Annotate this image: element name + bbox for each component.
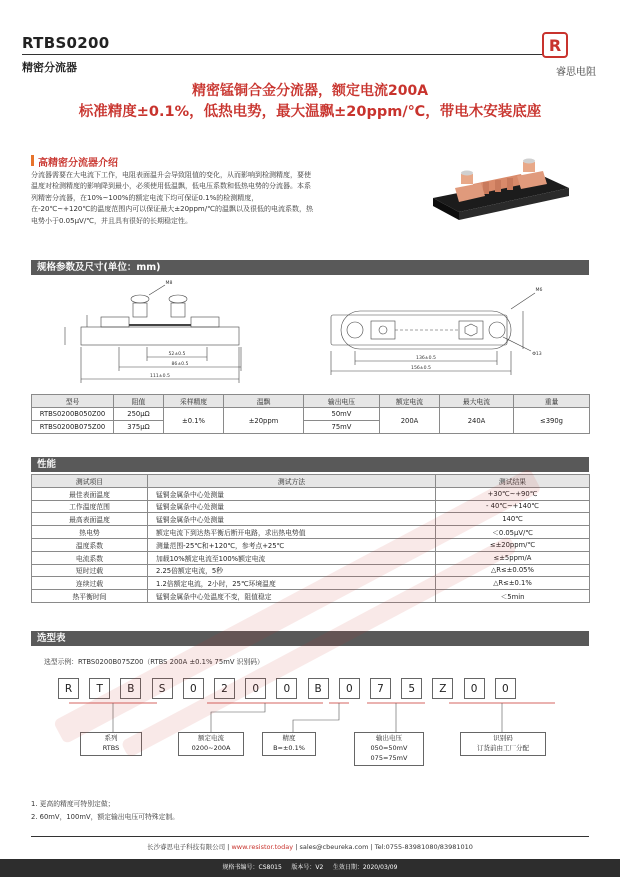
performance-table bbox=[31, 474, 590, 603]
table-row bbox=[32, 590, 590, 603]
code-char-box: 2 bbox=[214, 678, 235, 699]
table-cell: 温度系数 bbox=[32, 538, 148, 551]
section-bar-specs: 规格参数及尺寸(单位：mm) bbox=[31, 260, 589, 275]
table-cell: RTBS0200B075Z00 bbox=[32, 421, 114, 434]
table-row bbox=[32, 513, 590, 526]
section-bar-performance: 性能 bbox=[31, 457, 589, 472]
table-cell: ±0.1% bbox=[164, 408, 224, 434]
brand-logo-icon: R bbox=[542, 32, 568, 58]
col-header: 阻值 bbox=[114, 395, 164, 408]
table-cell: 75mV bbox=[304, 421, 380, 434]
table-row bbox=[32, 408, 590, 421]
table-cell: 锰铜金属条中心处温度不变，阻值稳定 bbox=[148, 590, 436, 603]
code-char-box: 0 bbox=[183, 678, 204, 699]
code-char-box: 7 bbox=[370, 678, 391, 699]
headline-line-2: 标准精度±0.1%，低热电势，最大温飘±20ppm/℃，带电木安装底座 bbox=[78, 104, 542, 120]
footer-divider bbox=[31, 836, 589, 837]
legend-id-code: 识别码 订货前由工厂分配 bbox=[460, 732, 546, 756]
table-cell: 测量范围-25℃和+120℃，参考点+25℃ bbox=[148, 538, 436, 551]
table-cell: 锰铜金属条中心处测量 bbox=[148, 513, 436, 526]
col-header: 测试结果 bbox=[436, 475, 590, 488]
table-cell: ≤±5ppm/A bbox=[436, 551, 590, 564]
col-header: 测试项目 bbox=[32, 475, 148, 488]
code-char-box: 0 bbox=[339, 678, 360, 699]
code-char-box: T bbox=[89, 678, 110, 699]
headline bbox=[0, 81, 620, 123]
table-cell: ＜5min bbox=[436, 590, 590, 603]
table-cell: 短时过载 bbox=[32, 564, 148, 577]
dim-label-156: 156±0.5 bbox=[411, 366, 431, 371]
intro-paragraph: 分流器需要在大电流下工作，电阻表面温升会导致阻值的变化，从而影响到检测精度，要使温度对检测精度的影响降到最小，必须使用低温飘，低电压系数和低热电势的分流器。本系列精密分流器，在10%~100%的额定电流下均可保证0.1%的检测精度，在-20℃~+120℃的温度范围内可以保证最大±20ppm/℃的温飘以及很低的电流系数，热电势小于0.05μV/℃，并且具有很好的长期稳定性。 bbox=[31, 171, 313, 225]
table-cell: 连续过载 bbox=[32, 577, 148, 590]
table-cell: △R≤±0.05% bbox=[436, 564, 590, 577]
table-cell: - 40℃~+140℃ bbox=[436, 500, 590, 513]
col-header: 最大电流 bbox=[440, 395, 514, 408]
table-cell: 最高表面温度 bbox=[32, 513, 148, 526]
table-cell: 50mV bbox=[304, 408, 380, 421]
headline-line-1: 精密锰铜合金分流器，额定电流200A bbox=[191, 83, 429, 99]
table-cell: 240A bbox=[440, 408, 514, 434]
table-cell: 250μΩ bbox=[114, 408, 164, 421]
table-cell: ≤±20ppm/℃ bbox=[436, 538, 590, 551]
table-cell: 热电势 bbox=[32, 526, 148, 539]
email-link[interactable]: sales@cbeureka.com bbox=[299, 843, 369, 851]
perf-table-header bbox=[32, 475, 590, 488]
company-name: 长沙睿思电子科技有限公司 bbox=[147, 843, 226, 851]
table-row bbox=[32, 564, 590, 577]
col-header: 温飘 bbox=[224, 395, 304, 408]
brand-name: 睿思电阻 bbox=[556, 67, 596, 78]
table-cell: 热平衡时间 bbox=[32, 590, 148, 603]
table-cell: ±20ppm bbox=[224, 408, 304, 434]
table-cell: 锰铜金属条中心处测量 bbox=[148, 487, 436, 500]
spec-table bbox=[31, 394, 590, 434]
table-row bbox=[32, 538, 590, 551]
col-header: 输出电压 bbox=[304, 395, 380, 408]
doc-number: 规格书编号：CS8015 bbox=[222, 864, 282, 871]
dim-label-52: 52±0.5 bbox=[168, 352, 186, 357]
dimension-drawing bbox=[31, 275, 589, 393]
code-char-box: B bbox=[308, 678, 329, 699]
code-char-box: B bbox=[120, 678, 141, 699]
legend-output-voltage: 输出电压 050=50mV 075=75mV bbox=[354, 732, 424, 766]
intro-title: 高精密分流器介绍 bbox=[31, 154, 118, 169]
footer-contact: 长沙睿思电子科技有限公司 | www.resistor.today | sales@cbeureka.com | Tel:0755-83981080/83981010 bbox=[147, 843, 473, 851]
table-cell: 1.2倍额定电流，2小时，25℃环境温度 bbox=[148, 577, 436, 590]
col-header: 重量 bbox=[514, 395, 590, 408]
table-cell: 375μΩ bbox=[114, 421, 164, 434]
note-1: 1. 更高的精度可特别定做； bbox=[31, 800, 115, 808]
code-char-box: Z bbox=[432, 678, 453, 699]
table-row bbox=[32, 577, 590, 590]
model-number: RTBS0200 bbox=[22, 34, 110, 52]
col-header: 采样精度 bbox=[164, 395, 224, 408]
table-cell: 工作温度范围 bbox=[32, 500, 148, 513]
effective-date: 生效日期：2020/03/09 bbox=[332, 864, 398, 871]
table-row bbox=[32, 526, 590, 539]
doc-version: 版本号：V2 bbox=[291, 864, 324, 871]
table-cell: △R≤±0.1% bbox=[436, 577, 590, 590]
legend-series: 系列 RTBS bbox=[80, 732, 142, 756]
table-cell: 电流系数 bbox=[32, 551, 148, 564]
table-cell: +30℃~+90℃ bbox=[436, 487, 590, 500]
dim-label-screw: M8 bbox=[165, 281, 173, 286]
table-cell: 锰铜金属条中心处测量 bbox=[148, 500, 436, 513]
dim-label-86: 86±0.5 bbox=[171, 362, 189, 367]
website-link[interactable]: www.resistor.today bbox=[231, 843, 294, 851]
table-row bbox=[32, 500, 590, 513]
page-header bbox=[22, 32, 598, 80]
col-header: 额定电流 bbox=[380, 395, 440, 408]
table-cell: 额定电流下到达热平衡后断开电路，求出热电势值 bbox=[148, 526, 436, 539]
document-info-bar bbox=[0, 859, 620, 877]
code-char-box: R bbox=[58, 678, 79, 699]
col-header: 测试方法 bbox=[148, 475, 436, 488]
dim-label-136: 136±0.5 bbox=[416, 356, 436, 361]
product-category: 精密分流器 bbox=[22, 61, 77, 74]
header-divider bbox=[22, 54, 544, 55]
section-bar-selection: 选型表 bbox=[31, 631, 589, 646]
dim-label-hole: Φ13 bbox=[532, 352, 542, 357]
legend-rated-current: 额定电流 0200~200A bbox=[178, 732, 244, 756]
legend-accuracy: 精度 B=±0.1% bbox=[262, 732, 316, 756]
code-char-box: 0 bbox=[495, 678, 516, 699]
table-row bbox=[32, 487, 590, 500]
telephone: Tel:0755-83981080/83981010 bbox=[374, 843, 473, 851]
note-2: 2. 60mV，100mV，额定输出电压可特殊定制。 bbox=[31, 812, 179, 821]
table-cell: RTBS0200B050Z00 bbox=[32, 408, 114, 421]
col-header: 型号 bbox=[32, 395, 114, 408]
table-cell: 2.25倍额定电流，5秒 bbox=[148, 564, 436, 577]
code-char-box: 0 bbox=[245, 678, 266, 699]
code-char-box: 0 bbox=[276, 678, 297, 699]
dim-label-111: 111±0.5 bbox=[150, 374, 170, 379]
table-cell: 200A bbox=[380, 408, 440, 434]
code-char-box: 5 bbox=[401, 678, 422, 699]
table-cell: ≤390g bbox=[514, 408, 590, 434]
table-cell: ＜0.05μV/℃ bbox=[436, 526, 590, 539]
spec-table-header bbox=[32, 395, 590, 408]
shunt-product-photo bbox=[425, 140, 575, 230]
table-cell: 加载10%额定电流至100%额定电流 bbox=[148, 551, 436, 564]
notes bbox=[31, 798, 179, 823]
table-row bbox=[32, 551, 590, 564]
dim-label-m6: M6 bbox=[535, 288, 543, 293]
selection-example: 选型示例：RTBS0200B075Z00（RTBS 200A ±0.1% 75mV 识别码） bbox=[44, 658, 264, 666]
code-char-box: 0 bbox=[464, 678, 485, 699]
table-cell: 140℃ bbox=[436, 513, 590, 526]
code-char-box: S bbox=[152, 678, 173, 699]
table-cell: 最佳表面温度 bbox=[32, 487, 148, 500]
